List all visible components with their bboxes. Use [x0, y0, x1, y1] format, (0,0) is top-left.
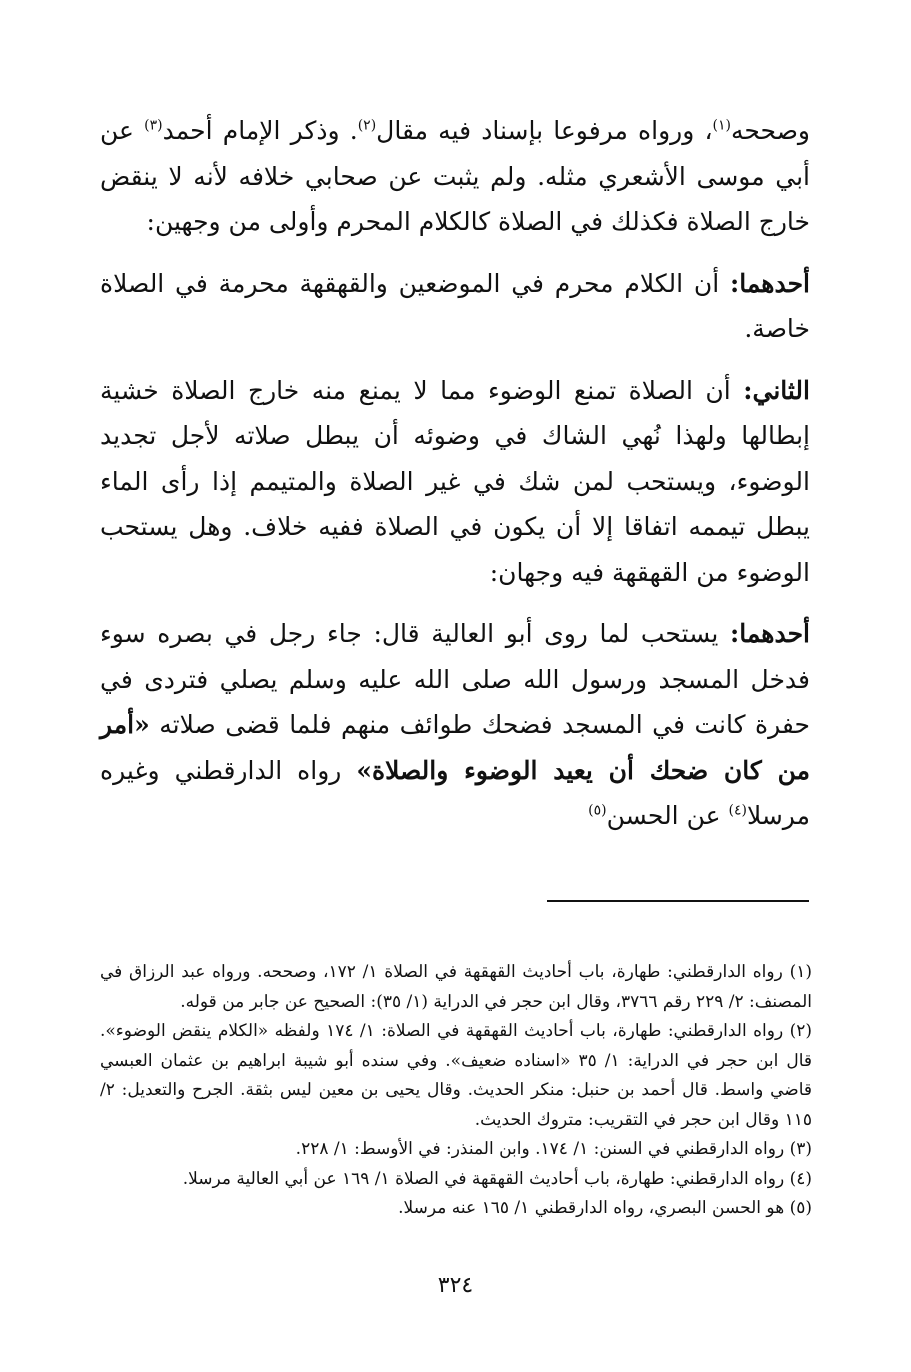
- paragraph-lead: الثاني:: [743, 375, 810, 405]
- paragraph-lead: أحدهما:: [729, 619, 810, 648]
- footnote-ref: (٣): [144, 117, 163, 134]
- text-segment: وصححه: [731, 116, 810, 145]
- paragraph: [100, 611, 810, 839]
- footnotes: [100, 958, 812, 1224]
- footnote-item: (٤) رواه الدارقطني: طهارة، باب أحاديث القهقهة في الصلاة ١/ ١٦٩ عن أبي العالية مرسلا.: [182, 1168, 812, 1189]
- main-text: [100, 108, 810, 855]
- text-segment: ، ورواه مرفوعا بإسناد فيه مقال: [376, 116, 713, 145]
- hadith-quote: «أمر من كان ضحك أن يعيد الوضوء والصلاة»: [100, 710, 810, 785]
- footnote-ref: (١): [712, 117, 732, 134]
- footnote-ref: (٤): [728, 802, 747, 819]
- footnote-item: (٥) هو الحسن البصري، رواه الدارقطني ١/ ١٦٥ عنه مرسلا.: [398, 1198, 812, 1218]
- footnote-separator: [547, 900, 809, 902]
- footnote-item: (٣) رواه الدارقطني في السنن: ١/ ١٧٤. وابن المنذر: في الأوسط: ١/ ٢٢٨.: [295, 1139, 812, 1159]
- text-segment: عن أبي موسى الأشعري مثله. ولم يثبت عن صحابي خلافه لأنه لا ينقض خارج الصلاة فكذلك في الصلاة كالكلام المحرم وأولى من وجهين:: [100, 116, 810, 236]
- paragraph: [100, 108, 810, 245]
- footnote-item: (١) رواه الدارقطني: طهارة، باب أحاديث القهقهة في الصلاة ١/ ١٧٢، وصححه. ورواه عبد الرزاق في المصنف: ٢/ ٢٢٩ رقم ٣٧٦٦، وقال ابن حجر في الدراية (١/ ٣٥): الصحيح عن جابر من قوله.: [100, 962, 812, 1012]
- footnote-ref: (٥): [588, 802, 607, 819]
- page-number: ٣٢٤: [437, 1273, 474, 1298]
- text-segment: أن الصلاة تمنع الوضوء مما لا يمنع منه خارج الصلاة خشية إبطالها ولهذا نُهي الشاك في وضوئه أن يبطل صلاته لأجل تجديد الوضوء، ويستحب لمن شك في غير الصلاة والمتيمم إذا رأى الماء يبطل تيممه اتفاقا إلا أن يكون في الصلاة ففيه خلاف. وهل يستحب الوضوء من القهقهة فيه وجهان:: [100, 375, 810, 587]
- paragraph: [100, 368, 810, 596]
- text-segment: يستحب لما روى أبو العالية قال: جاء رجل في بصره سوء فدخل المسجد ورسول الله صلى الله عليه وسلم يصلي فتردى في حفرة كانت في المسجد فضحك طوائف منهم فلما قضى صلاته: [100, 619, 810, 739]
- text-segment: عن الحسن: [606, 801, 729, 830]
- footnote-ref: (٢): [357, 117, 377, 134]
- text-segment: . وذكر الإمام أحمد: [162, 116, 358, 145]
- footnote-item: (٢) رواه الدارقطني: طهارة، باب أحاديث القهقهة في الصلاة: ١/ ١٧٤ ولفظه «الكلام ينقض الوضوء». قال ابن حجر في الدراية: ١/ ٣٥ «اسناده ضعيف». وفي سنده أبو شيبة ابراهيم بن عثمان العبسي قاضي واسط. قال أحمد بن حنبل: منكر الحديث. وقال يحيى بن معين ليس بثقة. الجرح والتعديل: ٢/ ١١٥ وقال ابن حجر في التقريب: متروك الحديث.: [100, 1021, 812, 1130]
- text-segment: أن الكلام محرم في الموضعين والقهقهة محرمة في الصلاة خاصة.: [100, 268, 810, 343]
- paragraph-lead: أحدهما:: [729, 268, 810, 298]
- text-segment: رواه الدارقطني وغيره مرسلا: [100, 755, 810, 830]
- paragraph: [100, 261, 810, 352]
